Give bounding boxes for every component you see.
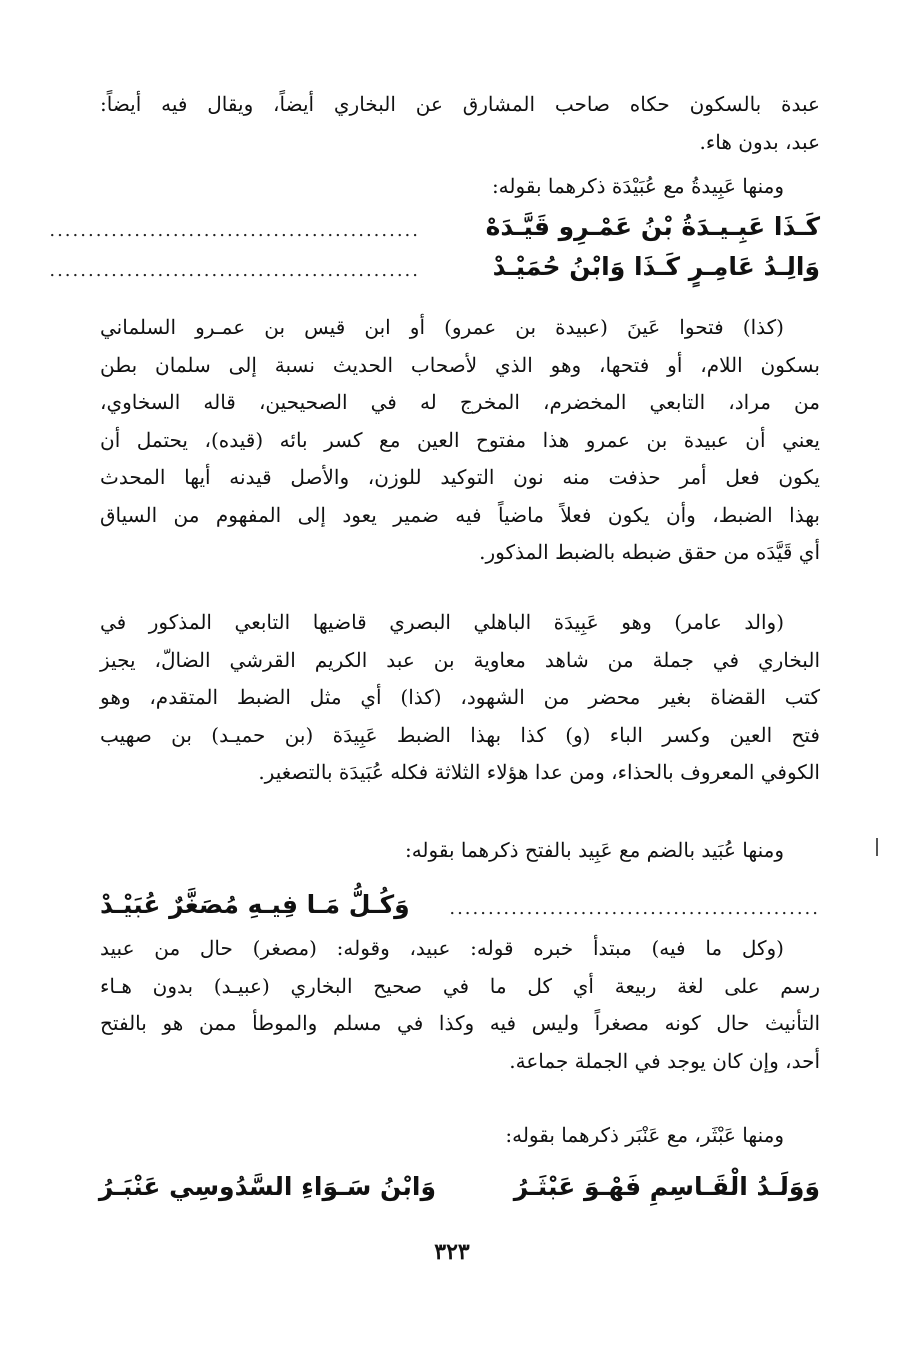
text-line: أحد، وإن كان يوجد في الجملة جماعة. [509, 1048, 820, 1073]
ellipsis-dots: ................................................ [49, 260, 420, 281]
margin-mark [876, 838, 878, 856]
text-line: من مراد، التابعي المخضرم، المخرج له في الصحيحين، قاله السخاوي، [100, 390, 820, 414]
text-line: (كذا) فتحوا عَينَ (عبيدة بن عمرو) أو ابن قيس بن عمـرو السلماني [100, 315, 784, 339]
text-line: الكوفي المعروف بالحذاء، ومن عدا هؤلاء الثلاثة فكله عُبَيدَة بالتصغير. [258, 760, 820, 784]
text-line: رسم على لغة ربيعة أي كل ما في صحيح البخاري (عبيـد) بدون هـاء [100, 973, 820, 998]
verse-line-4 [100, 1172, 820, 1216]
verse-hemistich: وَكُـلُّ مَـا فِيـهِ مُصَغَّرٌ عُبَيْـدْ [100, 890, 410, 919]
intro-line-1 [100, 168, 820, 206]
commentary-paragraph-2 [100, 604, 820, 792]
top-paragraph [100, 86, 820, 161]
verse-line-3 [100, 890, 820, 934]
verse-hemistich: وَوَلَـدُ الْقَـاسِمِ فَهْـوَ عَبْثَـرُ [513, 1172, 820, 1201]
text-line: عبد، بدون هاء. [699, 129, 820, 154]
ellipsis-dots: ................................................ [449, 898, 820, 919]
verse-hemistich: كَـذَا عَبِـيـدَةُ بْنُ عَمْـرِو قَيَّـدَهْ [485, 212, 820, 241]
verse-hemistich: وَابْنُ سَـوَاءِ السَّدُوسِي عَنْبَـرُ [98, 1172, 436, 1201]
intro-line-2 [100, 832, 820, 870]
text-line: يعني أن عبيدة بن عمرو هذا مفتوح العين مع كسر بائه (قيده)، يحتمل أن [100, 427, 820, 452]
page-number: ٣٢٣ [434, 1239, 470, 1265]
text-line: ومنها عُبَيد بالضم مع عَبِيد بالفتح ذكرهما بقوله: [404, 838, 784, 862]
text-line: (والد عامر) وهو عَبِيدَة الباهلي البصري قاضيها التابعي المذكور في [100, 610, 784, 634]
text-line: بهذا الضبط، وأن يكون فعلاً ماضياً فيه ضمير يعود إلى المفهوم من السياق [100, 502, 820, 527]
commentary-paragraph-1 [100, 309, 820, 572]
ellipsis-dots: ................................................ [49, 220, 420, 241]
verse-line-1 [49, 212, 820, 256]
text-line: فتح العين وكسر الباء (و) كذا بهذا الضبط عَبِيدَة (بن حميـد) بن صهيب [100, 722, 820, 747]
text-line: يكون فعل أمر حذفت منه نون التوكيد للوزن، والأصل قيدنه أيها المحدث [100, 465, 820, 489]
intro-line-3 [100, 1117, 820, 1155]
text-line: (وكل ما فيه) مبتدأ خبره قوله: عبيد، وقوله: (مصغر) حال من عبيد [100, 936, 784, 960]
text-line: بسكون اللام، أو فتحها، وهو الذي لأصحاب الحديث نسبة إلى سلمان بطن [100, 352, 820, 377]
text-line: عبدة بالسكون حكاه صاحب المشارق عن البخاري أيضاً، ويقال فيه أيضاً: [100, 92, 820, 116]
text-line: كتب القضاة بغير محضر من الشهود، (كذا) أي مثل الضبط المتقدم، وهو [100, 685, 820, 709]
verse-hemistich: وَالِـدُ عَامِـرٍ كَـذَا وَابْنُ حُمَيْـدْ [492, 252, 820, 281]
verse-line-2 [49, 252, 820, 296]
text-line: ومنها عَبْثَر، مع عَنْبَر ذكرهما بقوله: [505, 1123, 784, 1147]
text-line: البخاري في جملة من شاهد معاوية بن عبد الكريم القرشي الضالّ، يجيز [100, 647, 820, 672]
text-line: ومنها عَبِيدةُ مع عُبَيْدَة ذكرهما بقوله: [491, 174, 784, 198]
commentary-paragraph-3 [100, 930, 820, 1080]
text-line: التأنيث حال كونه مصغراً وليس فيه وكذا في مسلم والموطأ ممن هو بالفتح [100, 1011, 820, 1035]
text-line: أي قَيَّدَه من حقق ضبطه بالضبط المذكور. [479, 540, 820, 564]
